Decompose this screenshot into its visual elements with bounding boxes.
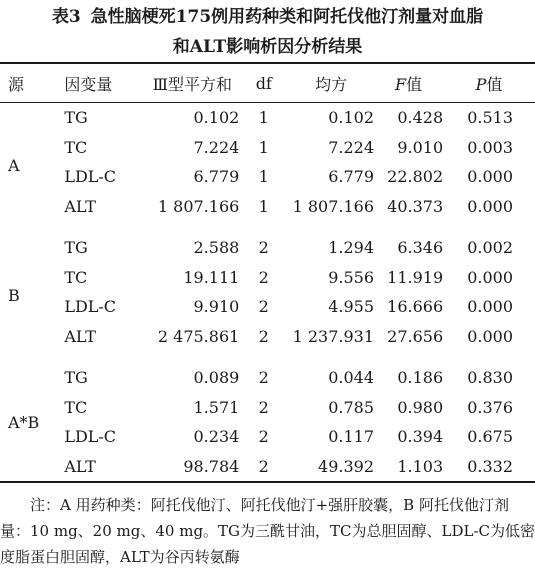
table-body	[0, 103, 535, 483]
cell-sum-of-squares: 6.779	[193, 167, 240, 187]
cell-dependent-var: ALT	[64, 326, 96, 346]
table-row	[0, 292, 535, 322]
cell-sum-of-squares: 9.910	[193, 297, 240, 317]
table-row	[0, 322, 535, 358]
cell-df: 2	[258, 368, 269, 388]
table-row	[0, 192, 535, 228]
table-row	[0, 422, 535, 452]
cell-f-value: 11.919	[387, 267, 444, 287]
cell-df: 1	[258, 196, 269, 216]
table-title	[0, 0, 535, 62]
header-f-value	[374, 63, 443, 103]
cell-sum-of-squares: 7.224	[193, 137, 240, 157]
cell-sum-of-squares: 98.784	[145, 452, 239, 483]
cell-dependent-var: LDL-C	[64, 167, 117, 187]
cell-sum-of-squares: 0.102	[193, 108, 240, 128]
cell-f-value: 0.428	[397, 108, 444, 128]
cell-sum-of-squares: 0.234	[193, 427, 240, 447]
header-f-symbol: F	[395, 74, 407, 94]
cell-p-value: 0.002	[467, 238, 513, 258]
cell-sum-of-squares: 2.588	[193, 238, 240, 258]
cell-mean-square: 1 807.166	[292, 196, 374, 216]
cell-sum-of-squares: 1.571	[193, 397, 240, 417]
cell-p-value: 0.000	[467, 196, 513, 216]
cell-mean-square: 49.392	[288, 452, 374, 483]
table-row	[0, 357, 535, 393]
cell-f-value: 9.010	[397, 137, 444, 157]
header-df: df	[239, 63, 288, 103]
cell-sum-of-squares: 0.089	[193, 368, 240, 388]
header-p-value	[443, 63, 535, 103]
table-row	[0, 393, 535, 423]
table-row	[0, 103, 535, 133]
cell-f-value: 40.373	[387, 196, 444, 216]
cell-sum-of-squares: 2 475.861	[157, 326, 240, 346]
cell-df: 2	[258, 297, 269, 317]
cell-p-value: 0.003	[467, 137, 513, 157]
cell-p-value: 0.830	[467, 368, 513, 388]
cell-p-value: 0.332	[443, 452, 535, 483]
cell-dependent-var: TG	[64, 368, 88, 388]
table-number: 表3	[51, 7, 81, 27]
cell-mean-square: 7.224	[328, 137, 374, 157]
cell-df: 2	[239, 452, 288, 483]
cell-source: B	[8, 285, 20, 305]
cell-sum-of-squares: 19.111	[183, 267, 240, 287]
cell-mean-square: 0.102	[328, 108, 374, 128]
cell-df: 2	[258, 427, 269, 447]
cell-f-value: 6.346	[397, 238, 444, 258]
cell-df: 2	[258, 238, 269, 258]
cell-f-value: 0.394	[397, 427, 444, 447]
cell-sum-of-squares: 1 807.166	[157, 196, 240, 216]
table-row	[0, 133, 535, 163]
cell-df: 2	[258, 267, 269, 287]
cell-f-value: 16.666	[387, 297, 444, 317]
cell-p-value: 0.513	[467, 108, 513, 128]
title-line-2: 和ALT影响析因分析结果	[172, 37, 363, 57]
table-footnote: 注：A 用药种类：阿托伐他汀、阿托伐他汀+强肝胶囊，B 阿托伐他汀剂量：10 mg、20 mg、40 mg。TG为三酰甘油，TC为总胆固醇、LDL-C为低密度脂蛋白胆固醇，ALT为谷丙转氨酶	[0, 496, 535, 566]
cell-mean-square: 4.955	[328, 297, 374, 317]
cell-source: A	[8, 155, 20, 175]
header-p-suffix: 值	[486, 74, 503, 94]
cell-mean-square: 6.779	[328, 167, 374, 187]
cell-dependent-var: TG	[64, 108, 88, 128]
table-row	[0, 452, 535, 483]
cell-p-value: 0.376	[467, 397, 513, 417]
cell-p-value: 0.000	[467, 167, 513, 187]
cell-df: 2	[258, 326, 269, 346]
cell-f-value: 0.186	[397, 368, 444, 388]
cell-df: 2	[258, 397, 269, 417]
cell-f-value: 27.656	[387, 326, 444, 346]
table-row	[0, 227, 535, 263]
header-p-symbol: P	[475, 74, 487, 94]
header-f-suffix: 值	[406, 74, 423, 94]
cell-mean-square: 9.556	[328, 267, 374, 287]
cell-dependent-var: TC	[64, 267, 88, 287]
cell-source: A*B	[0, 357, 56, 482]
cell-mean-square: 1 237.931	[292, 326, 374, 346]
cell-df: 1	[258, 108, 269, 128]
cell-mean-square: 1.294	[328, 238, 374, 258]
cell-f-value: 1.103	[374, 452, 443, 483]
header-row	[0, 63, 535, 103]
cell-dependent-var: LDL-C	[64, 427, 117, 447]
cell-dependent-var: TC	[64, 397, 88, 417]
cell-mean-square: 0.044	[328, 368, 374, 388]
cell-p-value: 0.000	[467, 297, 513, 317]
cell-f-value: 22.802	[387, 167, 444, 187]
cell-f-value: 0.980	[397, 397, 444, 417]
cell-dependent-var: TG	[64, 238, 88, 258]
cell-df: 1	[258, 137, 269, 157]
header-dependent-var: 因变量	[56, 63, 145, 103]
cell-mean-square: 0.785	[328, 397, 374, 417]
cell-mean-square: 0.117	[328, 427, 374, 447]
cell-df: 1	[258, 167, 269, 187]
cell-dependent-var: LDL-C	[64, 297, 117, 317]
anova-table	[0, 62, 535, 483]
cell-p-value: 0.000	[467, 326, 513, 346]
table-row	[0, 263, 535, 293]
cell-p-value: 0.675	[467, 427, 513, 447]
header-sum-of-squares: Ⅲ型平方和	[145, 63, 239, 103]
cell-dependent-var: TC	[64, 137, 88, 157]
table-row	[0, 162, 535, 192]
cell-dependent-var: ALT	[56, 452, 145, 483]
cell-p-value: 0.000	[467, 267, 513, 287]
header-mean-square: 均方	[288, 63, 374, 103]
header-source: 源	[0, 63, 56, 103]
cell-dependent-var: ALT	[64, 196, 96, 216]
title-line-1: 急性脑梗死175例用药种类和阿托伐他汀剂量对血脂	[90, 7, 484, 27]
